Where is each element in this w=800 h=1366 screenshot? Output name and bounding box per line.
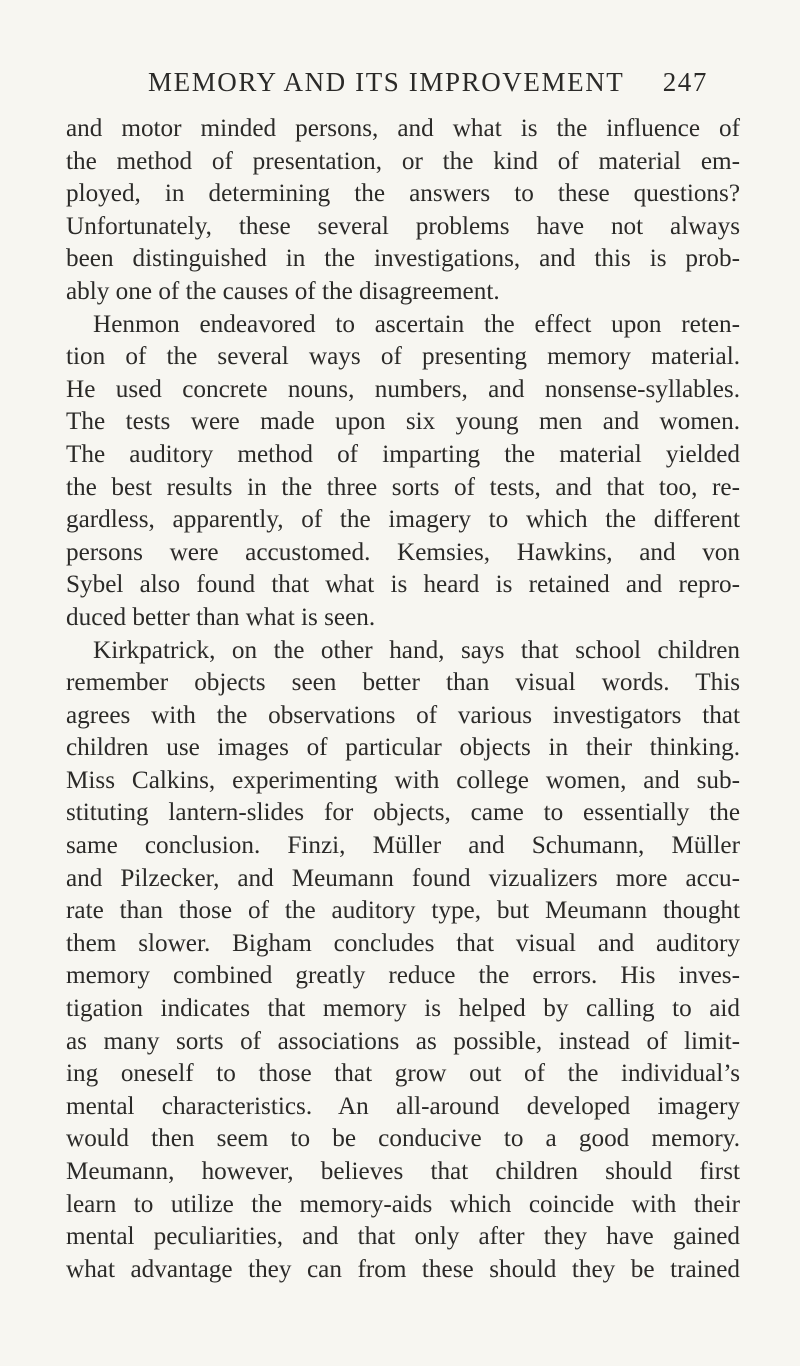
running-head-title: MEMORY AND ITS IMPROVEMENT <box>148 67 625 97</box>
text-line: memory combined greatly reduce the errors. His inves- <box>66 962 740 990</box>
text-line: and motor minded persons, and what is the influence of <box>66 115 740 142</box>
text-line: as many sorts of associations as possible, instead of limit- <box>66 1027 740 1055</box>
text-line: The tests were made upon six young men and women. <box>66 408 740 436</box>
text-line: stituting lantern-slides for objects, came to essentially the <box>66 799 740 827</box>
text-line: what advantage they can from these should they be trained <box>66 1255 740 1283</box>
text-line: tigation indicates that memory is helped by calling to aid <box>66 995 740 1023</box>
text-line: tion of the several ways of presenting memory material. <box>66 343 740 371</box>
text-line: would then seem to be conducive to a good memory. <box>66 1125 740 1153</box>
text-line: Henmon endeavored to ascertain the effect upon reten- <box>93 310 740 338</box>
text-line: He used concrete nouns, numbers, and nonsense-syllables. <box>66 375 740 403</box>
text-line: gardless, apparently, of the imagery to which the different <box>66 506 740 534</box>
text-line: agrees with the observations of various investigators that <box>66 701 740 729</box>
page-number: 247 <box>662 67 708 97</box>
text-line: Unfortunately, these several problems have not always <box>66 212 740 240</box>
text-line: remember objects seen better than visual words. This <box>66 669 740 697</box>
text-line: rate than those of the auditory type, but Meumann thought <box>66 897 740 925</box>
text-line: Kirkpatrick, on the other hand, says that school children <box>93 636 740 664</box>
text-line: been distinguished in the investigations, and this is prob- <box>66 245 740 273</box>
text-line: Sybel also found that what is heard is retained and repro- <box>66 571 740 599</box>
text-line: mental peculiarities, and that only after they have gained <box>66 1223 740 1251</box>
text-line: the method of presentation, or the kind of material em- <box>66 147 740 175</box>
text-line: persons were accustomed. Kemsies, Hawkins, and von <box>66 538 740 566</box>
text-line: mental characteristics. An all-around developed imagery <box>66 1092 740 1120</box>
text-line: ably one of the causes of the disagreement. <box>66 277 500 305</box>
running-head <box>148 62 708 102</box>
text-line: same conclusion. Finzi, Müller and Schumann, Müller <box>66 832 740 860</box>
text-line: Meumann, however, believes that children should first <box>66 1158 740 1185</box>
text-line: children use images of particular objects in their thinking. <box>66 734 740 762</box>
text-line: The auditory method of imparting the material yielded <box>66 440 740 468</box>
text-line: ployed, in determining the answers to these questions? <box>66 180 740 208</box>
text-line: duced better than what is seen. <box>66 603 376 631</box>
text-line: learn to utilize the memory-aids which coincide with their <box>66 1190 740 1218</box>
body-text <box>66 113 740 1286</box>
text-line: the best results in the three sorts of tests, and that too, re- <box>66 473 740 501</box>
text-line: them slower. Bigham concludes that visual and auditory <box>66 929 740 957</box>
text-line: ing oneself to those that grow out of the individual’s <box>66 1060 740 1088</box>
text-line: Miss Calkins, experimenting with college women, and sub- <box>66 766 740 794</box>
text-line: and Pilzecker, and Meumann found vizualizers more accu- <box>66 864 740 892</box>
